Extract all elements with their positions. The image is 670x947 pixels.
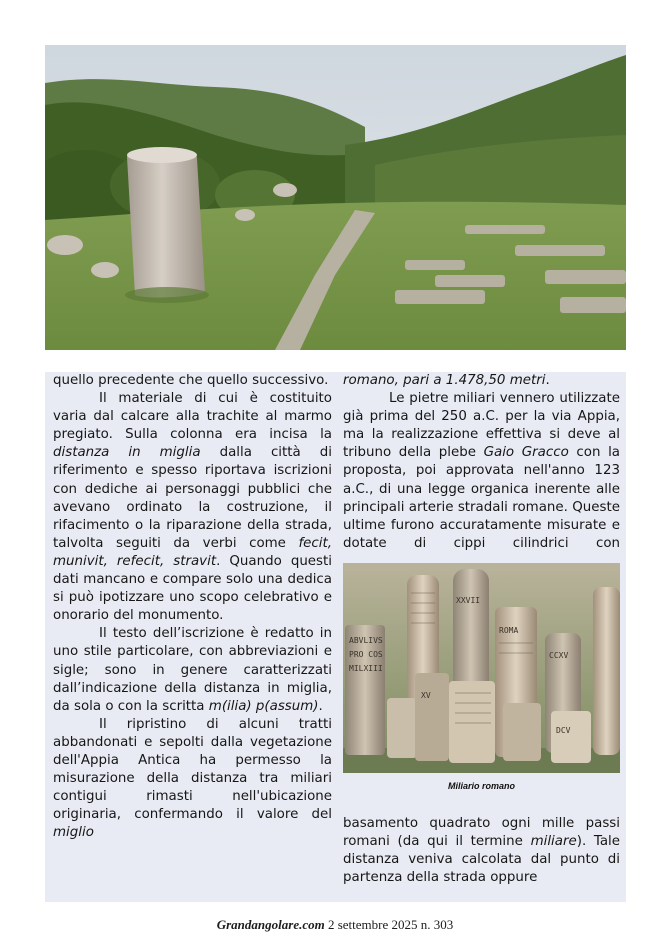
inscription: DCV <box>556 725 571 735</box>
text-run-italic: Gaio Gracco <box>483 445 569 461</box>
hero-photo <box>45 45 626 350</box>
text-run-italic: distanza in miglia <box>53 445 201 461</box>
text-run-italic: miglio <box>53 825 94 841</box>
left-column <box>53 372 332 842</box>
inscription: CCXV <box>549 650 569 660</box>
right-column <box>343 372 620 887</box>
article-body <box>45 372 626 902</box>
paragraph-basamento <box>343 815 620 887</box>
paragraph-continuation <box>343 372 620 390</box>
inscription: XXVII <box>456 595 481 605</box>
text-run: Il materiale di cui è costituito varia dal calcare alla trachite al marmo pregiato. Sulla colonna era incisa la <box>53 391 332 443</box>
text-run: . <box>545 373 550 388</box>
paragraph-pietre <box>343 390 620 553</box>
text-run-italic: romano <box>343 373 395 388</box>
inscription: MILXIII <box>349 663 383 673</box>
text-run-italic: fecit, munivit, refecit, stravit <box>53 535 332 569</box>
inscription: ABVLIVS <box>349 635 383 645</box>
text-run: basamento quadrato ogni mille passi romani (da qui il termine <box>343 816 620 850</box>
paragraph-text: quello precedente che quello successivo. <box>53 373 329 388</box>
text-run: Le pietre miliari vennero utilizzate già prima del 250 a.C. per la via Appia, ma la realizzazione effettiva si deve al tribuno della plebe <box>343 391 620 461</box>
text-run: . Quando questi dati mancano e compare solo una dedica si può ipotizzare uno scopo celebrativo e onorario del monumento. <box>53 553 332 624</box>
paragraph-continuation <box>53 372 332 390</box>
milestones-photo <box>343 563 620 773</box>
text-run: . <box>318 698 323 714</box>
paragraph-testo <box>53 625 332 715</box>
text-run: con la proposta, poi approvata nell'anno 123 a.C., di una legge organica inerente alle principali arterie stradali romane. Queste ultime furono accuratamente misurate e dotate di cippi cilindrici con <box>343 445 620 551</box>
text-run-italic: m(ilia) p(assum) <box>208 698 319 714</box>
milestone-landscape-image <box>45 45 626 350</box>
inscription: XV <box>421 690 431 700</box>
text-run: Il ripristino di alcuni tratti abbandonati e sepolti dalla vegetazione dell'Appia Antica ha permesso la misurazione della distanza tra miliari contigui rimasti nell'ubicazione originaria, confermando il valore del <box>53 716 332 823</box>
inscription: ROMA <box>499 625 519 635</box>
text-run-italic: , pari a 1.478,50 metri <box>394 373 546 388</box>
page-footer <box>0 917 670 933</box>
site-name: Grandangolare.com <box>216 917 325 932</box>
text-run: Il testo dell’iscrizione è redatto in uno stile particolare, con abbreviazioni e sigle; sono in genere caratterizzati dall’indicazione della distanza in miglia, da sola o con la scritta <box>53 626 332 714</box>
text-run: dalla città di riferimento e spesso riportava iscrizioni con dediche ai personaggi pubblici che avevano ordinato la costruzione, il rifacimento o la riparazione della strada, talvolta seguiti da verbi come <box>53 445 332 551</box>
inscription: PRO COS <box>349 649 383 659</box>
milestones-figure <box>343 563 620 815</box>
paragraph-ripristino <box>53 716 332 843</box>
issue-info: 2 settembre 2025 n. 303 <box>327 917 454 932</box>
text-run-italic: miliare <box>530 834 577 850</box>
text-run: ). Tale distanza veniva calcolata dal punto di partenza della strada oppure <box>343 834 620 886</box>
figure-caption: Miliario romano <box>447 780 515 791</box>
paragraph-materiale <box>53 390 332 625</box>
